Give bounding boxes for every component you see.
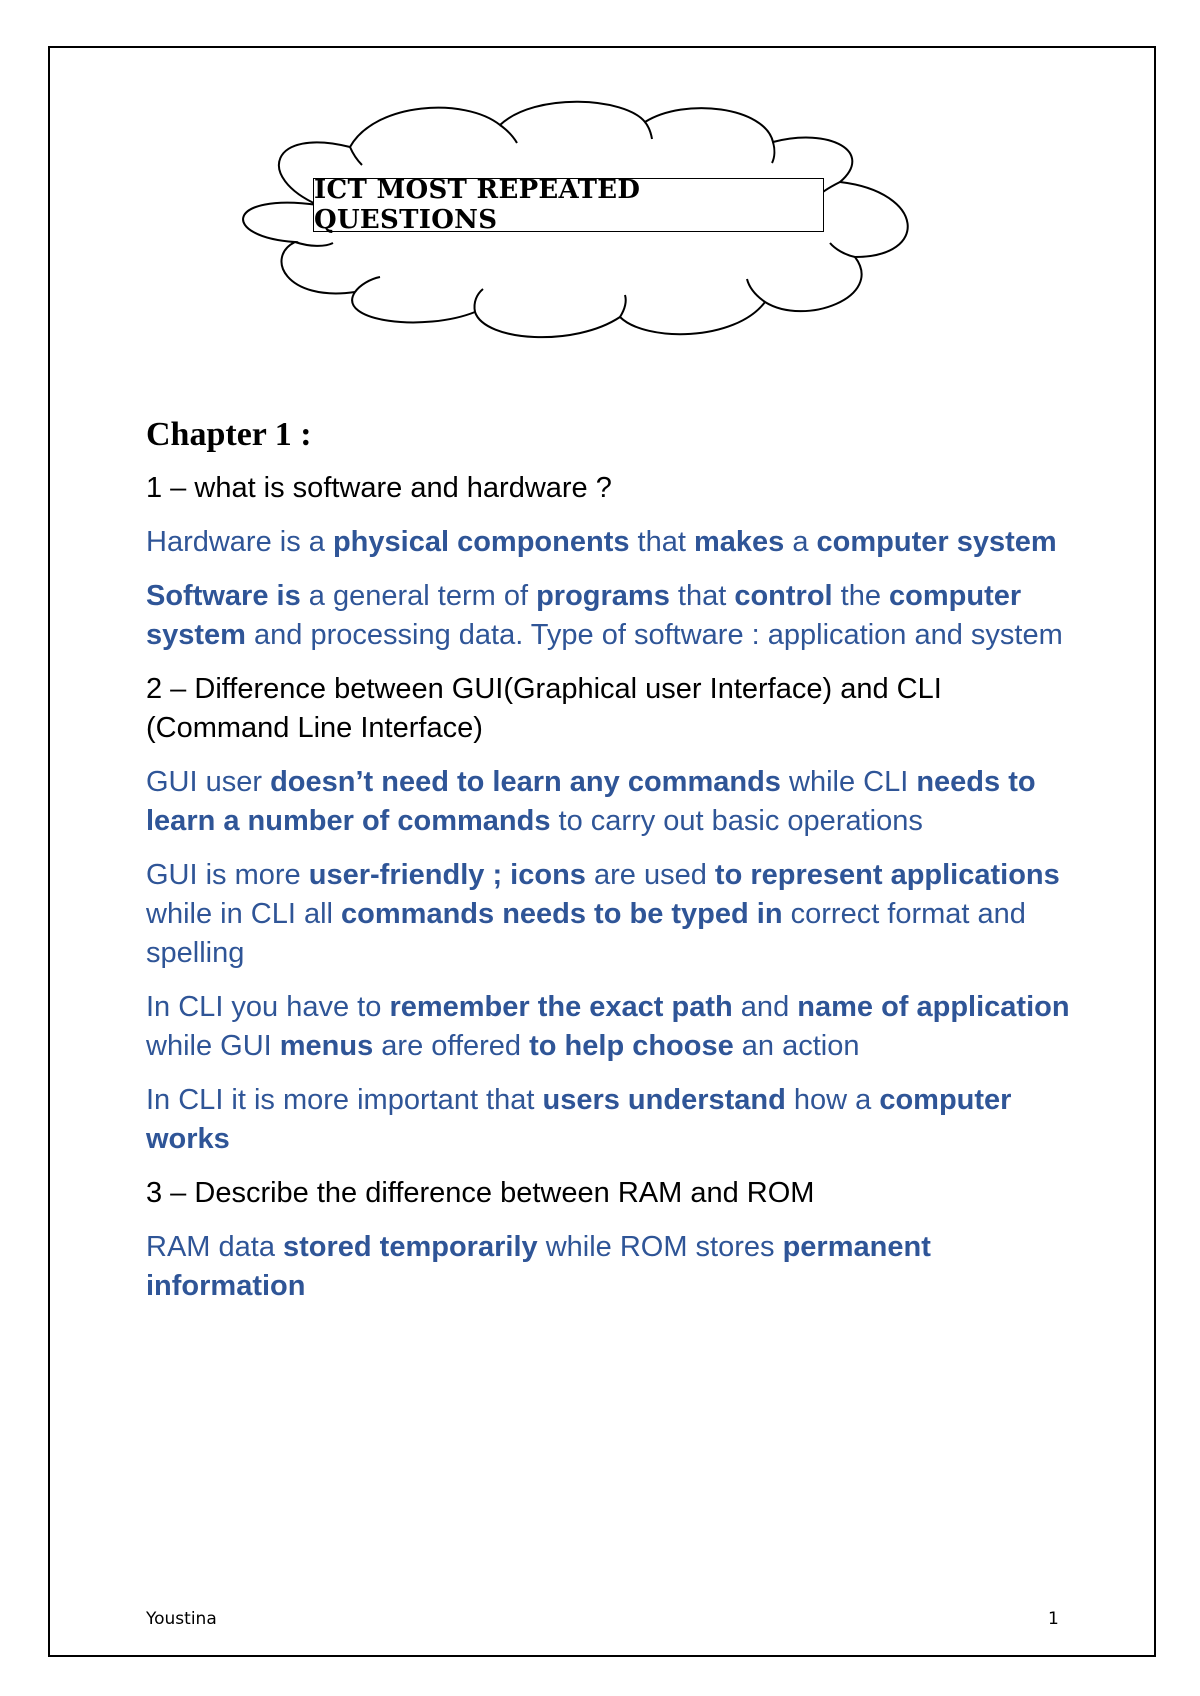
answer-text: while GUI	[146, 1030, 280, 1062]
answer-keyword: doesn’t need to learn any commands	[270, 766, 781, 798]
answer-text: and	[732, 991, 798, 1023]
answer-keyword: needs to learn a number of commands	[146, 766, 1036, 837]
answer-text: while ROM stores	[537, 1231, 783, 1263]
answer-text: and processing data. Type of software : application and system	[245, 619, 1063, 651]
answer-3-ram-rom	[146, 1228, 1076, 1306]
answer-text: while CLI	[780, 766, 917, 798]
answer-keyword: stored temporarily	[283, 1231, 538, 1263]
answer-text: while in CLI all	[146, 898, 342, 930]
answer-text: to carry out basic operations	[550, 805, 923, 837]
answer-text: the	[832, 580, 890, 612]
answer-text: a general term of	[300, 580, 537, 612]
answer-text: In CLI it is more important that	[146, 1084, 543, 1116]
document-body	[146, 415, 1076, 1321]
answer-keyword: makes	[693, 526, 785, 558]
answer-text: that	[669, 580, 735, 612]
answer-text: are used	[585, 859, 715, 891]
answer-keyword: users understand	[542, 1084, 786, 1116]
answer-text: an action	[733, 1030, 860, 1062]
answer-keyword: user-friendly ; icons	[308, 859, 586, 891]
answer-text: how a	[785, 1084, 880, 1116]
answer-text: RAM data	[146, 1231, 283, 1263]
document-title: ICT MOST REPEATED QUESTIONS	[313, 178, 824, 232]
question-1: 1 – what is software and hardware ?	[146, 472, 612, 504]
chapter-heading: Chapter 1 :	[146, 416, 312, 453]
answer-keyword: computer system	[816, 526, 1057, 558]
footer-page-number: 1	[1048, 1609, 1059, 1629]
answer-2-path	[146, 988, 1076, 1066]
answer-text: are offered	[373, 1030, 530, 1062]
answer-keyword: programs	[536, 580, 670, 612]
answer-text: Hardware is a	[146, 526, 333, 558]
answer-keyword: control	[734, 580, 833, 612]
answer-text: GUI user	[146, 766, 271, 798]
answer-keyword: to represent applications	[714, 859, 1060, 891]
answer-text: GUI is more	[146, 859, 309, 891]
answer-1-software	[146, 577, 1076, 655]
question-3: 3 – Describe the difference between RAM and ROM	[146, 1177, 815, 1209]
answer-keyword: menus	[279, 1030, 374, 1062]
answer-keyword: Software is	[146, 580, 301, 612]
answer-1-hardware	[146, 523, 1076, 562]
answer-2-user-friendly	[146, 856, 1076, 973]
answer-2-commands	[146, 763, 1076, 841]
question-2: 2 – Difference between GUI(Graphical user Interface) and CLI (Command Line Interface)	[146, 673, 942, 744]
answer-keyword: physical components	[332, 526, 630, 558]
answer-keyword: permanent information	[146, 1231, 931, 1302]
answer-keyword: remember the exact path	[389, 991, 733, 1023]
answer-text: In CLI you have to	[146, 991, 390, 1023]
answer-text: that	[629, 526, 694, 558]
answer-keyword: to help choose	[529, 1030, 734, 1062]
answer-keyword: name of application	[797, 991, 1070, 1023]
footer-author: Youstina	[146, 1609, 217, 1629]
answer-keyword: commands needs to be typed in	[341, 898, 783, 930]
answer-2-understanding	[146, 1081, 1076, 1159]
answer-keyword: computer system	[146, 580, 1022, 651]
answer-text: a	[784, 526, 817, 558]
answer-text: correct format and spelling	[146, 898, 1026, 969]
answer-keyword: computer works	[146, 1084, 1012, 1155]
